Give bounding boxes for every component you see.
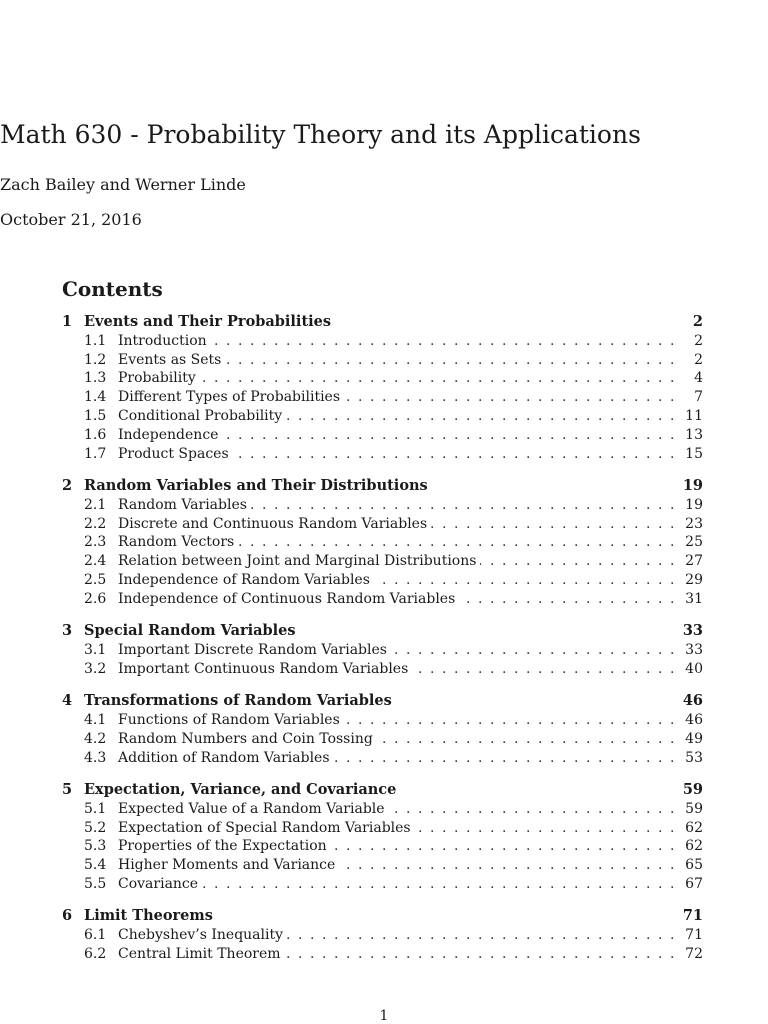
toc-subsection-entry[interactable] — [62, 856, 703, 875]
subsection-number: 1.5 — [84, 407, 107, 424]
contents-heading: Contents — [62, 277, 163, 301]
subsection-page: 72 — [679, 945, 703, 964]
toc-subsection-entry[interactable] — [62, 515, 703, 534]
subsection-title: Higher Moments and Variance — [118, 856, 339, 875]
toc-subsection-entry[interactable] — [62, 819, 703, 838]
toc-subsection-entry[interactable] — [62, 926, 703, 945]
subsection-number: 5.5 — [84, 875, 107, 892]
subsection-title: Covariance — [118, 875, 202, 894]
section-number: 5 — [62, 780, 73, 798]
subsection-number: 4.2 — [84, 730, 107, 747]
section-number: 6 — [62, 907, 73, 925]
section-page: 33 — [677, 622, 703, 641]
subsection-page: 46 — [679, 711, 703, 730]
section-page: 19 — [677, 477, 703, 496]
section-number: 1 — [62, 313, 73, 330]
toc-subsection-entry[interactable] — [62, 660, 703, 679]
subsection-page: 53 — [679, 749, 703, 768]
subsection-title: Expected Value of a Random Variable — [118, 800, 389, 819]
subsection-page: 2 — [688, 332, 703, 351]
toc-subsection-entry[interactable] — [62, 369, 703, 388]
subsection-number: 3.2 — [84, 660, 107, 677]
subsection-title: Relation between Joint and Marginal Distributions — [118, 552, 480, 571]
toc-subsection-entry[interactable] — [62, 800, 703, 819]
subsection-page: 25 — [679, 533, 703, 552]
toc-subsection-entry[interactable] — [62, 837, 703, 856]
subsection-number: 2.4 — [84, 553, 107, 570]
toc-subsection-entry[interactable] — [62, 945, 703, 964]
section-page: 59 — [677, 781, 703, 800]
toc-section — [62, 622, 703, 678]
subsection-title: Functions of Random Variables — [118, 711, 344, 730]
subsection-title: Product Spaces — [118, 445, 233, 464]
subsection-number: 1.1 — [84, 332, 107, 349]
subsection-title: Random Numbers and Coin Tossing — [118, 730, 377, 749]
toc-section-entry[interactable] — [62, 622, 703, 641]
toc-section-entry[interactable] — [62, 313, 703, 332]
subsection-page: 59 — [679, 800, 703, 819]
subsection-number: 5.4 — [84, 857, 107, 874]
subsection-page: 2 — [688, 351, 703, 370]
subsection-page: 40 — [679, 660, 703, 679]
subsection-number: 1.4 — [84, 389, 107, 406]
subsection-page: 23 — [679, 515, 703, 534]
section-number: 4 — [62, 692, 73, 710]
table-of-contents — [62, 313, 703, 977]
subsection-page: 13 — [679, 426, 703, 445]
toc-section — [62, 781, 703, 894]
section-title: Special Random Variables — [84, 622, 296, 640]
subsection-title: Addition of Random Variables — [118, 749, 334, 768]
subsection-title: Events as Sets — [118, 351, 225, 370]
subsection-page: 65 — [679, 856, 703, 875]
subsection-number: 6.1 — [84, 927, 107, 944]
toc-subsection-entry[interactable] — [62, 875, 703, 894]
toc-subsection-entry[interactable] — [62, 407, 703, 426]
subsection-title: Central Limit Theorem — [118, 945, 285, 964]
subsection-number: 1.3 — [84, 370, 107, 387]
section-title: Limit Theorems — [84, 907, 213, 925]
toc-subsection-entry[interactable] — [62, 445, 703, 464]
subsection-title: Introduction — [118, 332, 211, 351]
subsection-number: 6.2 — [84, 945, 107, 962]
toc-section — [62, 477, 703, 609]
section-title: Events and Their Probabilities — [84, 313, 332, 330]
section-number: 2 — [62, 476, 73, 494]
subsection-title: Important Discrete Random Variables — [118, 641, 391, 660]
subsection-page: 33 — [679, 641, 703, 660]
toc-section — [62, 692, 703, 767]
section-page: 71 — [677, 907, 703, 926]
subsection-title: Important Continuous Random Variables — [118, 660, 412, 679]
subsection-title: Probability — [118, 369, 200, 388]
subsection-number: 2.6 — [84, 590, 107, 607]
toc-section-entry[interactable] — [62, 692, 703, 711]
toc-subsection-entry[interactable] — [62, 496, 703, 515]
subsection-page: 11 — [679, 407, 703, 426]
subsection-title: Different Types of Probabilities — [118, 388, 344, 407]
toc-section-entry[interactable] — [62, 907, 703, 926]
subsection-number: 3.1 — [84, 641, 107, 658]
document-title: Math 630 - Probability Theory and its Applications — [0, 120, 641, 149]
subsection-number: 5.2 — [84, 819, 107, 836]
subsection-number: 1.2 — [84, 351, 107, 368]
subsection-page: 71 — [679, 926, 703, 945]
subsection-page: 62 — [679, 819, 703, 838]
subsection-page: 27 — [679, 552, 703, 571]
toc-subsection-entry[interactable] — [62, 552, 703, 571]
toc-section-entry[interactable] — [62, 477, 703, 496]
subsection-number: 4.3 — [84, 749, 107, 766]
subsection-number: 2.1 — [84, 496, 107, 513]
subsection-title: Random Variables — [118, 496, 251, 515]
section-page: 46 — [677, 692, 703, 711]
subsection-page: 4 — [688, 369, 703, 388]
toc-subsection-entry[interactable] — [62, 533, 703, 552]
subsection-title: Independence of Random Variables — [118, 571, 374, 590]
subsection-number: 4.1 — [84, 711, 107, 728]
subsection-number: 2.2 — [84, 515, 107, 532]
subsection-page: 19 — [679, 496, 703, 515]
section-page: 2 — [687, 313, 703, 332]
toc-subsection-entry[interactable] — [62, 426, 703, 445]
page-number: 1 — [379, 1008, 389, 1024]
toc-section — [62, 313, 703, 463]
subsection-number: 1.6 — [84, 426, 107, 443]
subsection-title: Conditional Probability — [118, 407, 286, 426]
dot-leader — [118, 369, 675, 388]
toc-section-entry[interactable] — [62, 781, 703, 800]
subsection-number: 2.5 — [84, 571, 107, 588]
subsection-page: 62 — [679, 837, 703, 856]
subsection-page: 49 — [679, 730, 703, 749]
subsection-page: 67 — [679, 875, 703, 894]
toc-subsection-entry[interactable] — [62, 641, 703, 660]
subsection-page: 29 — [679, 571, 703, 590]
subsection-title: Independence — [118, 426, 222, 445]
subsection-number: 5.3 — [84, 838, 107, 855]
subsection-title: Random Vectors — [118, 533, 238, 552]
subsection-title: Independence of Continuous Random Variables — [118, 590, 459, 609]
document-authors: Zach Bailey and Werner Linde — [0, 175, 246, 194]
toc-subsection-entry[interactable] — [62, 332, 703, 351]
toc-subsection-entry[interactable] — [62, 590, 703, 609]
subsection-number: 2.3 — [84, 534, 107, 551]
toc-subsection-entry[interactable] — [62, 711, 703, 730]
section-title: Random Variables and Their Distributions — [84, 476, 428, 494]
subsection-number: 5.1 — [84, 800, 107, 817]
subsection-title: Chebyshev’s Inequality — [118, 926, 287, 945]
section-number: 3 — [62, 622, 73, 640]
subsection-page: 15 — [679, 445, 703, 464]
toc-subsection-entry[interactable] — [62, 351, 703, 370]
section-title: Expectation, Variance, and Covariance — [84, 780, 397, 798]
toc-subsection-entry[interactable] — [62, 571, 703, 590]
toc-subsection-entry[interactable] — [62, 730, 703, 749]
toc-subsection-entry[interactable] — [62, 749, 703, 768]
toc-subsection-entry[interactable] — [62, 388, 703, 407]
subsection-title: Properties of the Expectation — [118, 837, 331, 856]
subsection-title: Discrete and Continuous Random Variables — [118, 515, 431, 534]
document-date: October 21, 2016 — [0, 210, 142, 229]
section-title: Transformations of Random Variables — [84, 692, 392, 710]
toc-section — [62, 907, 703, 963]
subsection-title: Expectation of Special Random Variables — [118, 819, 415, 838]
subsection-page: 31 — [679, 590, 703, 609]
subsection-number: 1.7 — [84, 445, 107, 462]
subsection-page: 7 — [688, 388, 703, 407]
